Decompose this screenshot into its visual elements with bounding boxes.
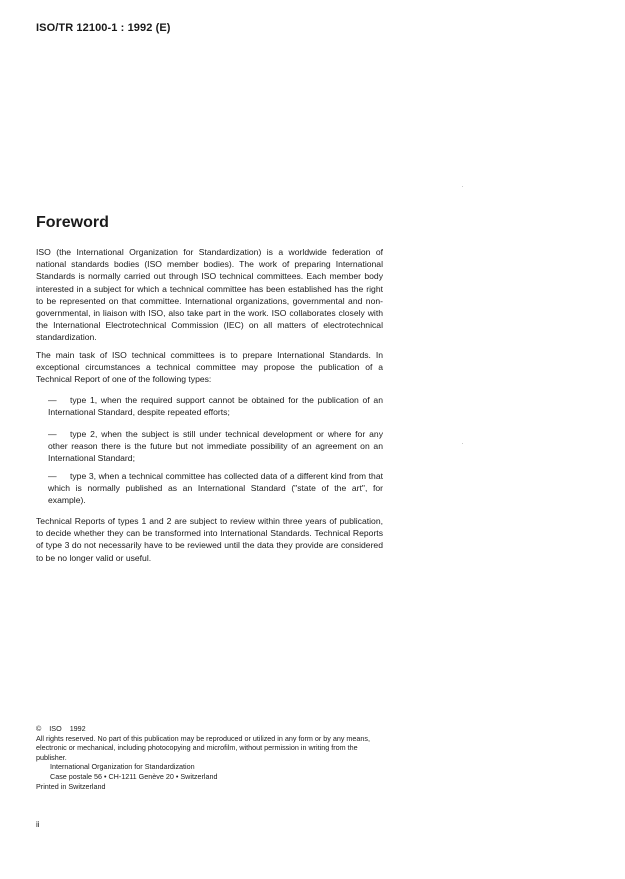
page-number: ii (36, 820, 40, 829)
rights-statement: All rights reserved. No part of this publication may be reproduced or utilized in any form or by any means, electronic or mechanical, including photocopying and microfilm, without permission in writing from the publisher. (36, 733, 370, 762)
scan-speck (462, 443, 463, 444)
printed-in: Printed in Switzerland (36, 781, 106, 791)
organization-address: Case postale 56 • CH-1211 Genève 20 • Switzerland (50, 771, 218, 781)
copyright-footer (36, 724, 385, 791)
document-id-header: ISO/TR 12100-1 : 1992 (E) (36, 22, 171, 34)
dash-bullet: — (48, 395, 57, 405)
list-item-type-1 (48, 394, 383, 418)
copyright-org: ISO (49, 724, 62, 733)
copyright-year: 1992 (69, 724, 86, 733)
list-item-type-2 (48, 428, 383, 465)
copyright-symbol: © (36, 724, 42, 733)
dash-bullet: — (48, 429, 57, 439)
foreword-paragraph-review: Technical Reports of types 1 and 2 are subject to review within three years of publication, to decide whether they can be transformed into International Standards. Technical Reports of type 3 do not necessarily have to be reviewed until the data they provide are considered to be no longer valid or useful. (36, 516, 383, 563)
list-item-text: type 2, when the subject is still under technical development or where for any other reason there is the future but not immediate possibility of an agreement on an International Standard; (48, 429, 383, 464)
foreword-paragraph-1: ISO (the International Organization for Standardization) is a worldwide federation of national standards bodies (ISO member bodies). The work of preparing International Standards is normally carried out through ISO technical committees. Each member body interested in a subject for which a technical committee has been established has the right to be represented on that committee. International organizations, governmental and non-governmental, in liaison with ISO, also take part in the work. ISO collaborates closely with the International Electrotechnical Commission (IEC) on all matters of electrotechnical standardization. (36, 247, 383, 343)
organization-name: International Organization for Standardization (50, 762, 195, 772)
dash-bullet: — (48, 471, 57, 481)
page-title: Foreword (36, 214, 109, 231)
list-item-type-3 (48, 470, 383, 507)
copyright-line (36, 724, 385, 734)
list-item-text: type 3, when a technical committee has collected data of a different kind from that which is normally published as an International Standard ("state of the art", for example). (48, 471, 383, 506)
foreword-paragraph-2: The main task of ISO technical committees is to prepare International Standards. In exceptional circumstances a technical committee may propose the publication of a Technical Report of one of the following types: (36, 350, 383, 385)
scan-speck (462, 186, 463, 187)
list-item-text: type 1, when the required support cannot be obtained for the publication of an International Standard, despite repeated efforts; (48, 395, 383, 418)
